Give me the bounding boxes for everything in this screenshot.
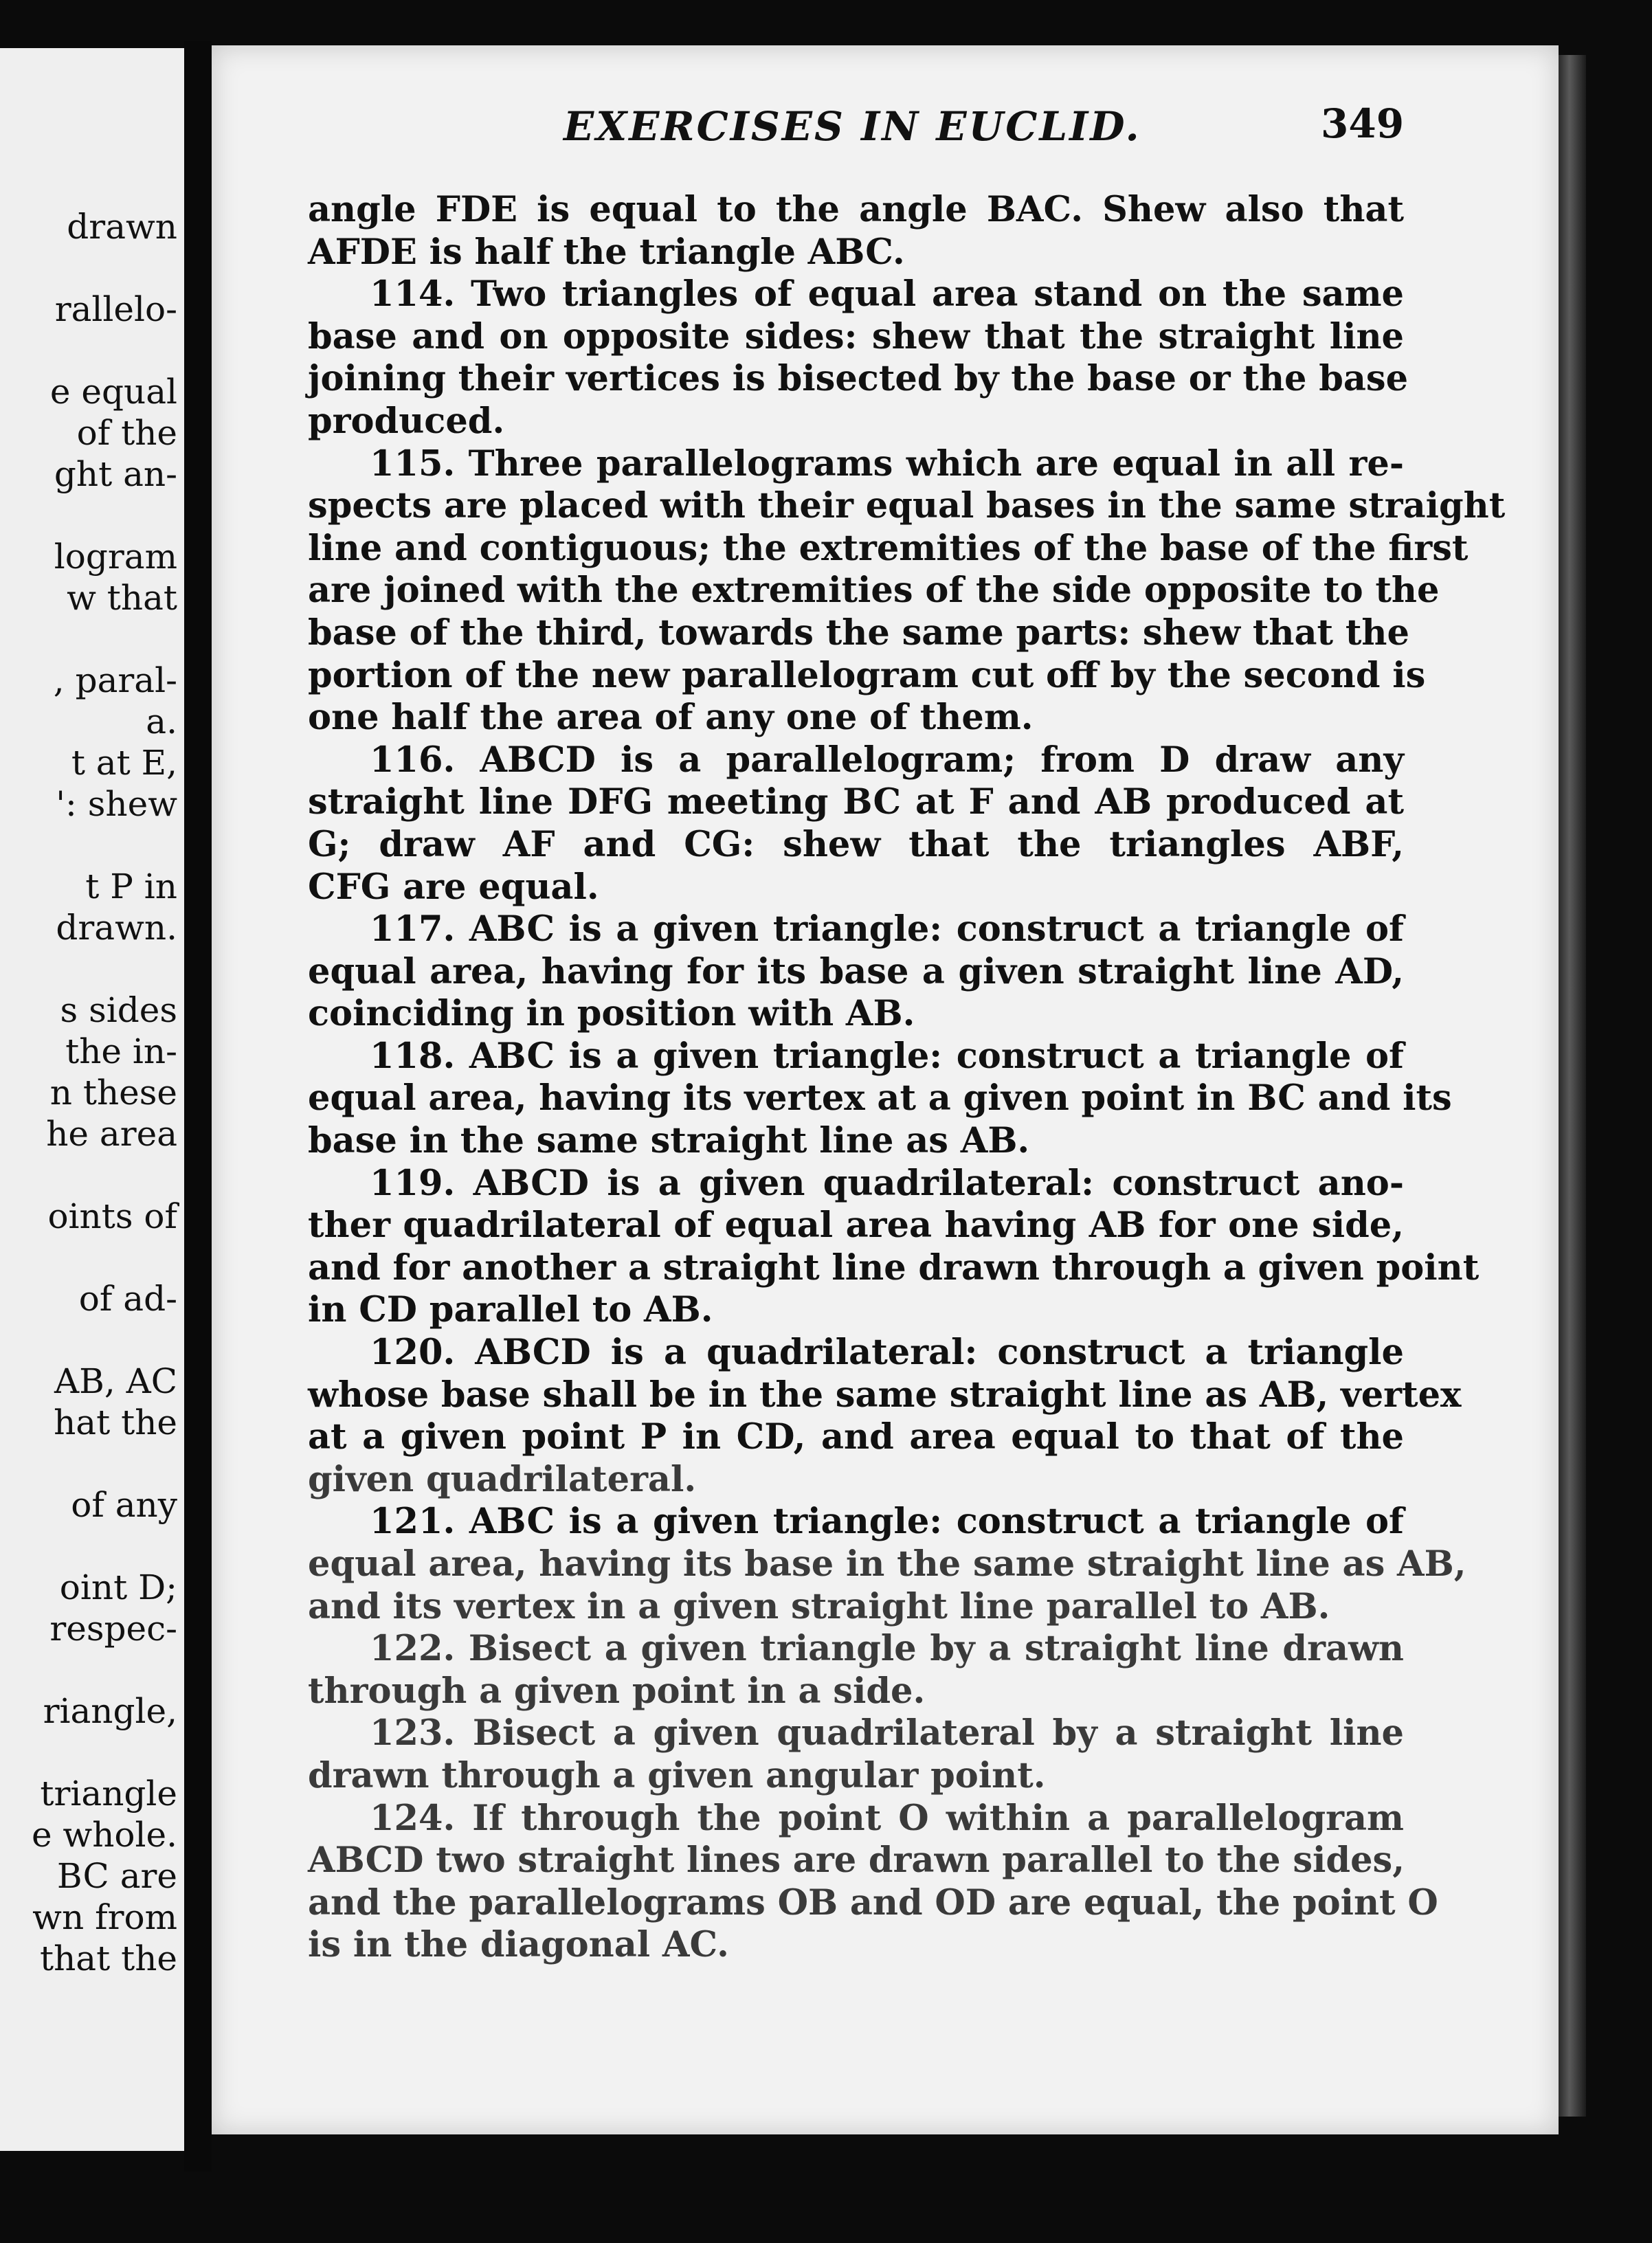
left-page-line: BC are <box>56 1856 177 1896</box>
left-page-line: , paral- <box>53 660 177 700</box>
left-page-line: the in- <box>65 1031 177 1071</box>
left-page-line: logram <box>54 537 177 577</box>
text-line: base of the third, towards the same parts: shew that the <box>308 612 1409 654</box>
left-page-line: w that <box>67 578 177 618</box>
left-page-line: hat the <box>54 1403 177 1442</box>
left-page-line: triangle <box>40 1774 177 1814</box>
left-page-line: e equal <box>49 372 177 412</box>
text-line: 118. ABC is a given triangle: construct a triangle of <box>370 1035 1404 1077</box>
left-page-line: wn from <box>32 1897 177 1937</box>
left-page-line: t P in <box>85 867 177 906</box>
text-line: is in the diagonal AC. <box>308 1924 729 1966</box>
text-line: AFDE is half the triangle ABC. <box>308 231 905 273</box>
text-line: produced. <box>308 400 505 442</box>
text-line: CFG are equal. <box>308 866 599 908</box>
text-line: 122. Bisect a given triangle by a straight line drawn <box>370 1628 1404 1670</box>
text-line: 120. ABCD is a quadrilateral: construct a triangle <box>370 1332 1404 1374</box>
text-line: whose base shall be in the same straight line as AB, vertex <box>308 1374 1462 1416</box>
text-line: ther quadrilateral of equal area having AB for one side, <box>308 1205 1404 1247</box>
text-line: and for another a straight line drawn through a given point <box>308 1247 1480 1288</box>
text-line: 121. ABC is a given triangle: construct a triangle of <box>370 1501 1404 1543</box>
left-page-line: n these <box>49 1073 177 1113</box>
text-line: through a given point in a side. <box>308 1670 926 1712</box>
text-line: and its vertex in a given straight line parallel to AB. <box>308 1585 1330 1627</box>
text-line: in CD parallel to AB. <box>308 1289 713 1331</box>
text-line: portion of the new parallelogram cut off by the second is <box>308 654 1426 696</box>
text-line: joining their vertices is bisected by the base or the base <box>308 358 1409 400</box>
text-line: are joined with the extremities of the side opposite to the <box>308 570 1440 612</box>
text-line: 115. Three parallelograms which are equal in all re- <box>370 443 1404 484</box>
left-page-line: that the <box>40 1939 177 1978</box>
text-line: and the parallelograms OB and OD are equal, the point O <box>308 1882 1438 1923</box>
left-page-line: rallelo- <box>54 289 177 329</box>
left-page-line: ght an- <box>54 454 177 494</box>
text-line: equal area, having its base in the same straight line as AB, <box>308 1543 1466 1585</box>
running-head: EXERCISES IN EUCLID. <box>563 103 1141 150</box>
left-page-fragment <box>0 48 184 2151</box>
text-line: equal area, having for its base a given straight line AD, <box>308 950 1404 992</box>
left-page-line: s sides <box>60 990 177 1030</box>
text-line: at a given point P in CD, and area equal to that of the <box>308 1416 1404 1458</box>
text-line: base in the same straight line as AB. <box>308 1120 1030 1162</box>
text-line: angle FDE is equal to the angle BAC. Shew also that <box>308 189 1404 230</box>
text-line: 124. If through the point O within a parallelogram <box>370 1797 1404 1839</box>
left-page-line: AB, AC <box>54 1361 177 1401</box>
text-line: G; draw AF and CG: shew that the triangles ABF, <box>308 823 1404 865</box>
left-page-line: drawn <box>67 207 177 247</box>
left-page-line: ': shew <box>56 784 177 824</box>
left-page-line: of ad- <box>78 1279 177 1319</box>
text-line: line and contiguous; the extremities of the base of the first <box>308 527 1469 569</box>
left-page-line: riangle, <box>43 1691 177 1731</box>
left-page-line: oints of <box>47 1196 177 1236</box>
exercise-text <box>308 189 1506 1967</box>
page-edge <box>1559 55 1586 2117</box>
left-page-line: e whole. <box>31 1815 177 1855</box>
left-page-line: respec- <box>49 1609 177 1649</box>
left-page-line: he area <box>46 1114 177 1154</box>
left-page-line: t at E, <box>71 743 177 783</box>
text-line: given quadrilateral. <box>308 1458 697 1500</box>
text-line: drawn through a given angular point. <box>308 1754 1046 1796</box>
left-page-line: of the <box>76 413 177 453</box>
book-gutter <box>184 41 212 2172</box>
left-page-line: oint D; <box>59 1567 177 1607</box>
left-page-line: a. <box>146 702 177 741</box>
text-line: equal area, having its vertex at a given point in BC and its <box>308 1078 1452 1119</box>
text-line: 117. ABC is a given triangle: construct a triangle of <box>370 908 1404 950</box>
text-line: 114. Two triangles of equal area stand on the same <box>370 274 1404 315</box>
text-line: 123. Bisect a given quadrilateral by a straight line <box>370 1712 1404 1754</box>
text-line: coinciding in position with AB. <box>308 993 915 1035</box>
text-line: 119. ABCD is a given quadrilateral: construct ano- <box>370 1162 1404 1204</box>
text-line: base and on opposite sides: shew that the straight line <box>308 315 1404 357</box>
text-line: straight line DFG meeting BC at F and AB produced at <box>308 781 1404 823</box>
text-line: ABCD two straight lines are drawn parallel to the sides, <box>308 1840 1405 1882</box>
text-line: 116. ABCD is a parallelogram; from D draw any <box>370 739 1404 781</box>
left-page-line: of any <box>71 1485 177 1525</box>
text-line: one half the area of any one of them. <box>308 697 1034 739</box>
text-line: spects are placed with their equal bases in the same straight <box>308 485 1506 527</box>
page-number: 349 <box>1321 100 1405 147</box>
left-page-line: drawn. <box>56 908 177 948</box>
